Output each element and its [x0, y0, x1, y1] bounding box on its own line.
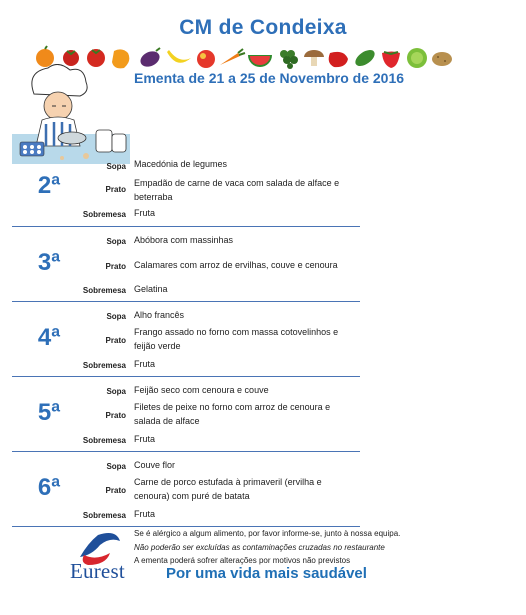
course-label-main: Prato [105, 185, 126, 194]
allergy-note: Se é alérgico a algum alimento, por favor informe-se, junto à nossa equipa. [134, 529, 401, 538]
day-block-thursday [12, 379, 360, 453]
dish-soup: Feijão seco com cenoura e couve [134, 385, 269, 395]
day-block-wednesday [12, 304, 360, 378]
day-number: 6ª [37, 474, 61, 501]
course-label-soup: Sopa [106, 387, 126, 396]
day-number: 2ª [37, 172, 61, 199]
grapes-icon [280, 50, 298, 69]
course-label-soup: Sopa [106, 462, 126, 471]
apple-icon [197, 50, 215, 68]
banana-icon [167, 50, 191, 63]
course-label-dessert: Sobremesa [82, 361, 126, 370]
day-number: 3ª [37, 249, 61, 276]
day-block-tuesday [12, 229, 360, 303]
strawberry-icon [382, 52, 400, 69]
day-separator [12, 376, 360, 377]
day-block-friday [12, 454, 360, 528]
course-label-dessert: Sobremesa [82, 286, 126, 295]
day-separator [12, 526, 360, 527]
course-label-soup: Sopa [106, 237, 126, 246]
dish-dessert: Fruta [134, 434, 156, 444]
carrot-icon [220, 49, 245, 65]
dish-dessert: Fruta [134, 509, 156, 519]
day-number: 4ª [37, 324, 61, 351]
course-label-soup: Sopa [106, 162, 126, 171]
day-number: 5ª [37, 399, 61, 426]
day-separator [12, 301, 360, 302]
dish-main: Frango assado no forno com massa cotovelinhos e feijão verde [134, 327, 339, 351]
cucumber-icon [353, 47, 378, 69]
dish-dessert: Fruta [134, 359, 156, 369]
course-label-dessert: Sobremesa [82, 511, 126, 520]
chef-illustration [12, 64, 130, 164]
dish-main: Calamares com arroz de ervilhas, couve e cenoura [134, 260, 338, 270]
dish-soup: Alho francês [134, 310, 185, 320]
day-block-monday [12, 152, 360, 226]
dish-dessert: Gelatina [134, 284, 168, 294]
course-label-dessert: Sobremesa [82, 436, 126, 445]
mushroom-icon [304, 50, 324, 66]
course-label-soup: Sopa [106, 312, 126, 321]
course-label-main: Prato [105, 262, 126, 271]
dish-soup: Couve flor [134, 460, 176, 470]
lettuce-icon [407, 48, 427, 68]
day-separator [12, 226, 360, 227]
dish-main: Empadão de carne de vaca com salada de alface e beterraba [134, 178, 340, 202]
contamination-note: Não poderão ser excluídas as contaminações cruzadas no restaurante [134, 543, 385, 552]
dish-main: Filetes de peixe no forno com arroz de cenoura e salada de alface [134, 402, 331, 426]
eurest-logo-text: Eurest [70, 559, 125, 583]
eggplant-icon [138, 48, 162, 69]
course-label-main: Prato [105, 411, 126, 420]
menu-title: CM de Condeixa [179, 16, 347, 39]
potato-icon [432, 52, 452, 66]
course-label-dessert: Sobremesa [82, 210, 126, 219]
menu-change-note: A ementa poderá sofrer alterações por motivos não previstos [134, 556, 351, 565]
watermelon-icon [248, 55, 272, 67]
dish-soup: Abóbora com massinhas [134, 235, 234, 245]
menu-week-subtitle: Ementa de 21 a 25 de Novembro de 2016 [134, 70, 405, 86]
dish-dessert: Fruta [134, 208, 156, 218]
course-label-main: Prato [105, 486, 126, 495]
slogan: Por uma vida mais saudável [166, 565, 367, 582]
dish-soup: Macedónia de legumes [134, 159, 228, 169]
dish-main: Carne de porco estufada à primaveril (ervilha e cenoura) com puré de batata [134, 477, 322, 501]
course-label-main: Prato [105, 336, 126, 345]
day-separator [12, 451, 360, 452]
pepper-icon [329, 52, 348, 67]
